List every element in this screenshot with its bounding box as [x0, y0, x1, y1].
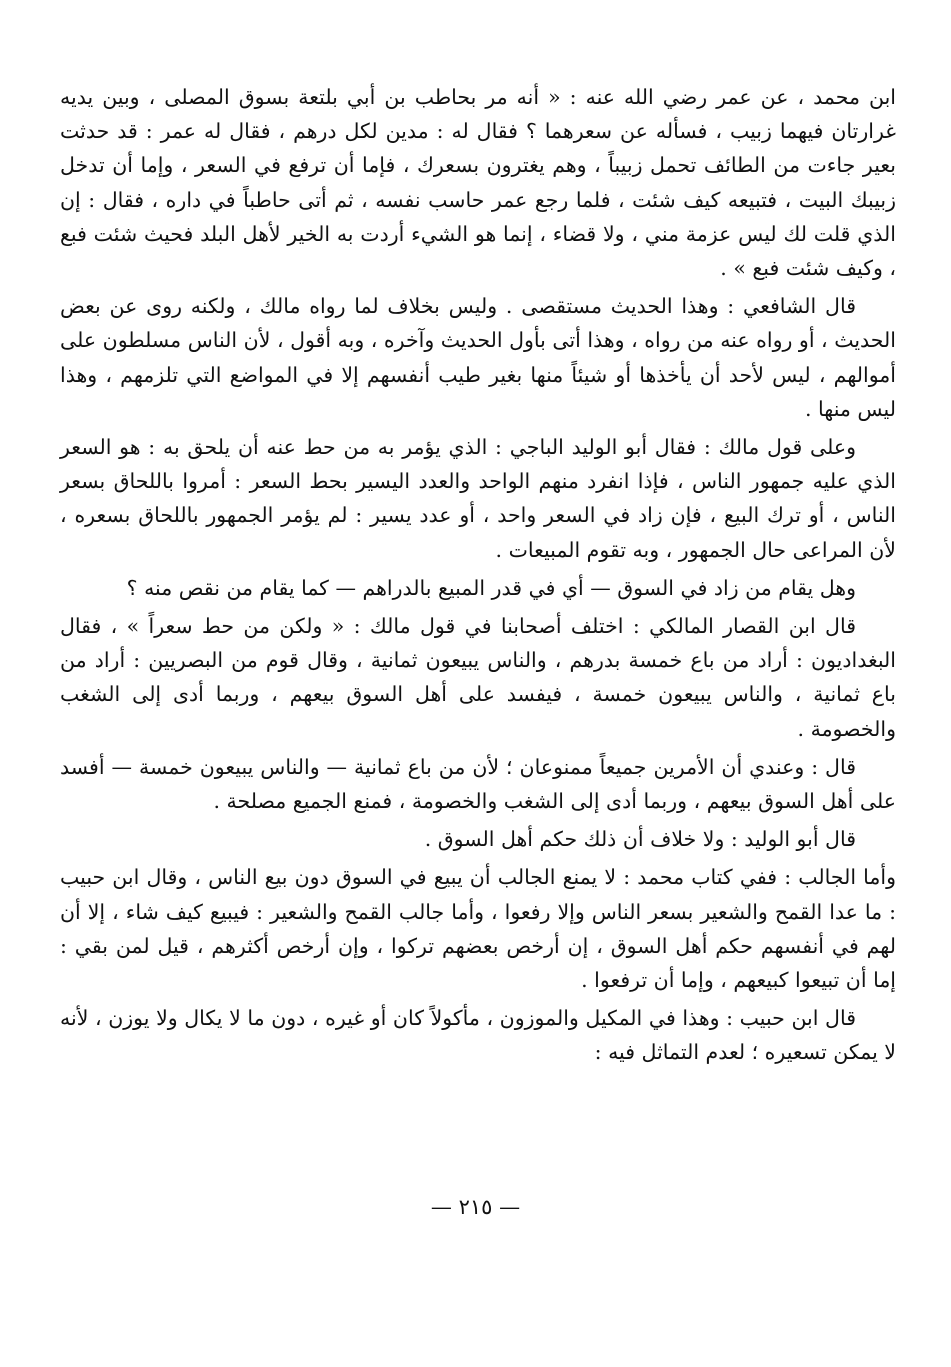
paragraph-jalib: وأما الجالب : ففي كتاب محمد : لا يمنع الجالب أن يبيع في السوق دون بيع الناس ، وقال ابن حبيب : ما عدا القمح والشعير بسعر الناس وإلا رفعوا ، وأما جالب القمح والشعير : فيبيع كيف شاء ، إلا أن لهم في أنفسهم حكم أهل السوق ، إن أرخص بعضهم تركوا ، وإن أرخص أكثرهم ، قيل لمن بقي : إما أن تبيعوا كبيعهم ، وإما أن ترفعوا . [60, 865, 896, 993]
paragraph-question: وهل يقام من زاد في السوق — أي في قدر المبيع بالدراهم — كما يقام من نقص منه ؟ [126, 575, 856, 600]
paragraph-shafii: قال الشافعي : وهذا الحديث مستقصى . وليس بخلاف لما رواه مالك ، ولكنه روى عن بعض الحديث ، أو رواه عنه من رواه ، وهذا أتى بأول الحديث وآخره ، وبه أقول ، لأن الناس مسلطون على أموالهم ، ليس لأحد أن يأخذها أو شيئاً منها بغير طيب أنفسهم إلا في المواضع التي تلزمهم ، وهذا ليس منها . [60, 294, 896, 421]
paragraph-baji: وعلى قول مالك : فقال أبو الوليد الباجي : الذي يؤمر به من حط عنه أن يلحق به : هو السعر الذي عليه جمهور الناس ، فإذا انفرد منهم الواحد والعدد اليسير بحط السعر : أمروا باللحاق بسعر الناس ، أو ترك البيع ، فإن زاد في السعر واحد ، أو عدد يسير : لم يؤمر الجمهور باللحاق بسعره ، لأن المراعى حال الجمهور ، وبه تقوم المبيعات . [60, 435, 897, 562]
paragraph-abu-alwalid: قال أبو الوليد : ولا خلاف أن ذلك حكم أهل السوق . [424, 827, 856, 852]
paragraph-hadith: ابن محمد ، عن عمر رضي الله عنه : « أنه مر بحاطب بن أبي بلتعة بسوق المصلى ، وبين يديه غرارتان فيهما زبيب ، فسأله عن سعرهما ؟ فقال له : مدين لكل درهم ، فقال له عمر : قد حدثت بعير جاءت من الطائف تحمل زبيباً ، وهم يغترون بسعرك ، فإما أن ترفع في السعر ، وإما أن تدخل زبيبك البيت ، فتبيعه كيف شئت ، فلما رجع عمر حاسب نفسه ، ثم أتى حاطباً في داره ، فقال : إن الذي قلت لك ليس عزمة مني ، ولا قضاء ، إنما هو الشيء أردت به الخير لأهل البلد فحيث شئت فبع ، وكيف شئت فبع » . [60, 85, 896, 281]
paragraph-ibn-alqassar: قال ابن القصار المالكي : اختلف أصحابنا في قول مالك : « ولكن من حط سعراً » ، فقال البغداديون : أراد من باع خمسة بدرهم ، والناس يبيعون ثمانية ، وقال قوم من البصريين : أراد من باع ثمانية ، والناس يبيعون خمسة ، فيفسد على أهل السوق بيعهم ، وربما أدى إلى الشغب والخصومة . [60, 614, 896, 741]
page-number: — ٢١٥ — [430, 1195, 521, 1219]
page-body [60, 80, 896, 1074]
paragraph-ibn-habib: قال ابن حبيب : وهذا في المكيل والموزون ، مأكولاً كان أو غيره ، دون ما لا يكال ولا يوزن ، لأنه لا يمكن تسعيره ؛ لعدم التماثل فيه : [60, 1006, 896, 1065]
paragraph-opinion: قال : وعندي أن الأمرين جميعاً ممنوعان ؛ لأن من باع ثمانية — والناس يبيعون خمسة — أفسد على أهل السوق بيعهم ، وربما أدى إلى الشغب والخصومة ، فمنع الجميع مصلحة . [60, 754, 896, 814]
